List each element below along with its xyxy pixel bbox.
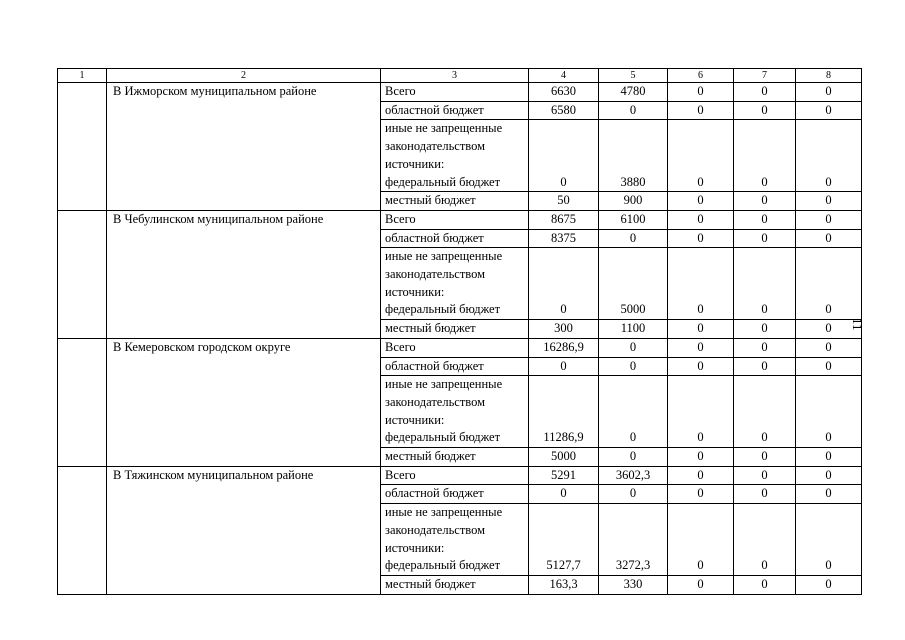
row-number-cell [58,210,107,338]
funding-source-cell [381,120,529,192]
value-cell-col-5: 0 [599,101,668,120]
value-cell-col-4: 8375 [529,229,599,248]
funding-source-cell: областной бюджет [381,229,529,248]
value-cell-col-5: 4780 [599,83,668,102]
area-name-cell: В Тяжинском муниципальном районе [107,466,381,594]
value-cell-col-7: 0 [734,101,796,120]
value-cell-col-4: 5127,7 [529,504,599,576]
value-cell-col-5: 0 [599,338,668,357]
funding-source-line: федеральный бюджет [385,430,501,445]
value-cell-col-6: 0 [668,448,734,467]
funding-source-line: законодательством [385,267,486,282]
table-row [58,83,862,102]
funding-source-cell: Всего [381,210,529,229]
funding-source-line: федеральный бюджет [385,558,501,573]
value-cell-col-8: 0 [796,210,862,229]
page-number: 11 [850,318,865,331]
value-cell-col-4: 163,3 [529,575,599,594]
value-cell-col-4: 0 [529,485,599,504]
value-cell-col-8: 0 [796,448,862,467]
funding-source-cell: местный бюджет [381,192,529,211]
funding-source-cell: местный бюджет [381,320,529,339]
header-row [58,69,862,83]
value-cell-col-7: 0 [734,376,796,448]
funding-source-cell [381,248,529,320]
value-cell-col-8: 0 [796,192,862,211]
funding-source-line: законодательством [385,522,486,537]
funding-source-cell: областной бюджет [381,357,529,376]
funding-source-cell: областной бюджет [381,101,529,120]
funding-source-line: иные не запрещенные [385,249,503,264]
value-cell-col-5: 0 [599,357,668,376]
value-cell-col-8: 0 [796,101,862,120]
value-cell-col-7: 0 [734,210,796,229]
funding-source-line: источники: [385,156,445,171]
value-cell-col-7: 0 [734,229,796,248]
funding-source-line: федеральный бюджет [385,174,501,189]
value-cell-col-5: 900 [599,192,668,211]
value-cell-col-5: 330 [599,575,668,594]
value-cell-col-8: 0 [796,504,862,576]
value-cell-col-6: 0 [668,338,734,357]
value-cell-col-5: 6100 [599,210,668,229]
value-cell-col-8: 0 [796,248,862,320]
area-name-cell: В Ижморском муниципальном районе [107,83,381,211]
value-cell-col-6: 0 [668,83,734,102]
budget-table [57,68,862,595]
value-cell-col-8: 0 [796,357,862,376]
value-cell-col-5: 0 [599,376,668,448]
value-cell-col-8: 0 [796,338,862,357]
value-cell-col-6: 0 [668,192,734,211]
value-cell-col-7: 0 [734,83,796,102]
value-cell-col-8: 0 [796,575,862,594]
value-cell-col-8: 0 [796,120,862,192]
header-col-4: 4 [529,69,599,83]
area-name-cell: В Кемеровском городском округе [107,338,381,466]
value-cell-col-7: 0 [734,357,796,376]
value-cell-col-8: 0 [796,376,862,448]
value-cell-col-4: 11286,9 [529,376,599,448]
value-cell-col-4: 50 [529,192,599,211]
value-cell-col-6: 0 [668,376,734,448]
value-cell-col-6: 0 [668,485,734,504]
funding-source-line: источники: [385,412,445,427]
value-cell-col-5: 5000 [599,248,668,320]
value-cell-col-5: 0 [599,448,668,467]
header-col-5: 5 [599,69,668,83]
funding-source-line: источники: [385,540,445,555]
row-number-cell [58,338,107,466]
funding-source-line: федеральный бюджет [385,302,501,317]
value-cell-col-8: 0 [796,320,862,339]
value-cell-col-6: 0 [668,229,734,248]
table-body [58,83,862,595]
header-col-7: 7 [734,69,796,83]
value-cell-col-5: 1100 [599,320,668,339]
value-cell-col-8: 0 [796,485,862,504]
header-col-3: 3 [381,69,529,83]
value-cell-col-6: 0 [668,101,734,120]
value-cell-col-6: 0 [668,575,734,594]
funding-source-cell [381,376,529,448]
value-cell-col-4: 6580 [529,101,599,120]
value-cell-col-5: 0 [599,485,668,504]
value-cell-col-7: 0 [734,320,796,339]
value-cell-col-7: 0 [734,575,796,594]
value-cell-col-4: 6630 [529,83,599,102]
area-name-cell: В Чебулинском муниципальном районе [107,210,381,338]
header-col-1: 1 [58,69,107,83]
funding-source-cell: областной бюджет [381,485,529,504]
funding-source-cell: Всего [381,83,529,102]
funding-source-cell: Всего [381,338,529,357]
funding-source-cell: местный бюджет [381,575,529,594]
funding-source-line: источники: [385,284,445,299]
funding-source-line: иные не запрещенные [385,505,503,520]
value-cell-col-5: 3272,3 [599,504,668,576]
value-cell-col-6: 0 [668,466,734,485]
row-number-cell [58,83,107,211]
value-cell-col-7: 0 [734,466,796,485]
value-cell-col-4: 16286,9 [529,338,599,357]
value-cell-col-4: 5000 [529,448,599,467]
value-cell-col-4: 8675 [529,210,599,229]
header-col-8: 8 [796,69,862,83]
table-row [58,210,862,229]
value-cell-col-5: 0 [599,229,668,248]
value-cell-col-5: 3602,3 [599,466,668,485]
funding-source-line: законодательством [385,139,486,154]
value-cell-col-7: 0 [734,485,796,504]
funding-source-line: иные не запрещенные [385,121,503,136]
value-cell-col-5: 3880 [599,120,668,192]
funding-source-line: законодательством [385,394,486,409]
table-row [58,466,862,485]
funding-source-cell: местный бюджет [381,448,529,467]
value-cell-col-7: 0 [734,504,796,576]
value-cell-col-8: 0 [796,466,862,485]
table-row [58,338,862,357]
value-cell-col-4: 0 [529,120,599,192]
value-cell-col-4: 5291 [529,466,599,485]
value-cell-col-8: 0 [796,229,862,248]
value-cell-col-7: 0 [734,248,796,320]
value-cell-col-6: 0 [668,210,734,229]
value-cell-col-6: 0 [668,248,734,320]
value-cell-col-6: 0 [668,120,734,192]
value-cell-col-6: 0 [668,357,734,376]
value-cell-col-4: 0 [529,248,599,320]
value-cell-col-4: 0 [529,357,599,376]
value-cell-col-4: 300 [529,320,599,339]
value-cell-col-7: 0 [734,338,796,357]
header-col-6: 6 [668,69,734,83]
value-cell-col-7: 0 [734,448,796,467]
value-cell-col-8: 0 [796,83,862,102]
row-number-cell [58,466,107,594]
header-col-2: 2 [107,69,381,83]
funding-source-cell: Всего [381,466,529,485]
value-cell-col-6: 0 [668,504,734,576]
value-cell-col-7: 0 [734,120,796,192]
value-cell-col-6: 0 [668,320,734,339]
funding-source-line: иные не запрещенные [385,377,503,392]
value-cell-col-7: 0 [734,192,796,211]
funding-source-cell [381,504,529,576]
